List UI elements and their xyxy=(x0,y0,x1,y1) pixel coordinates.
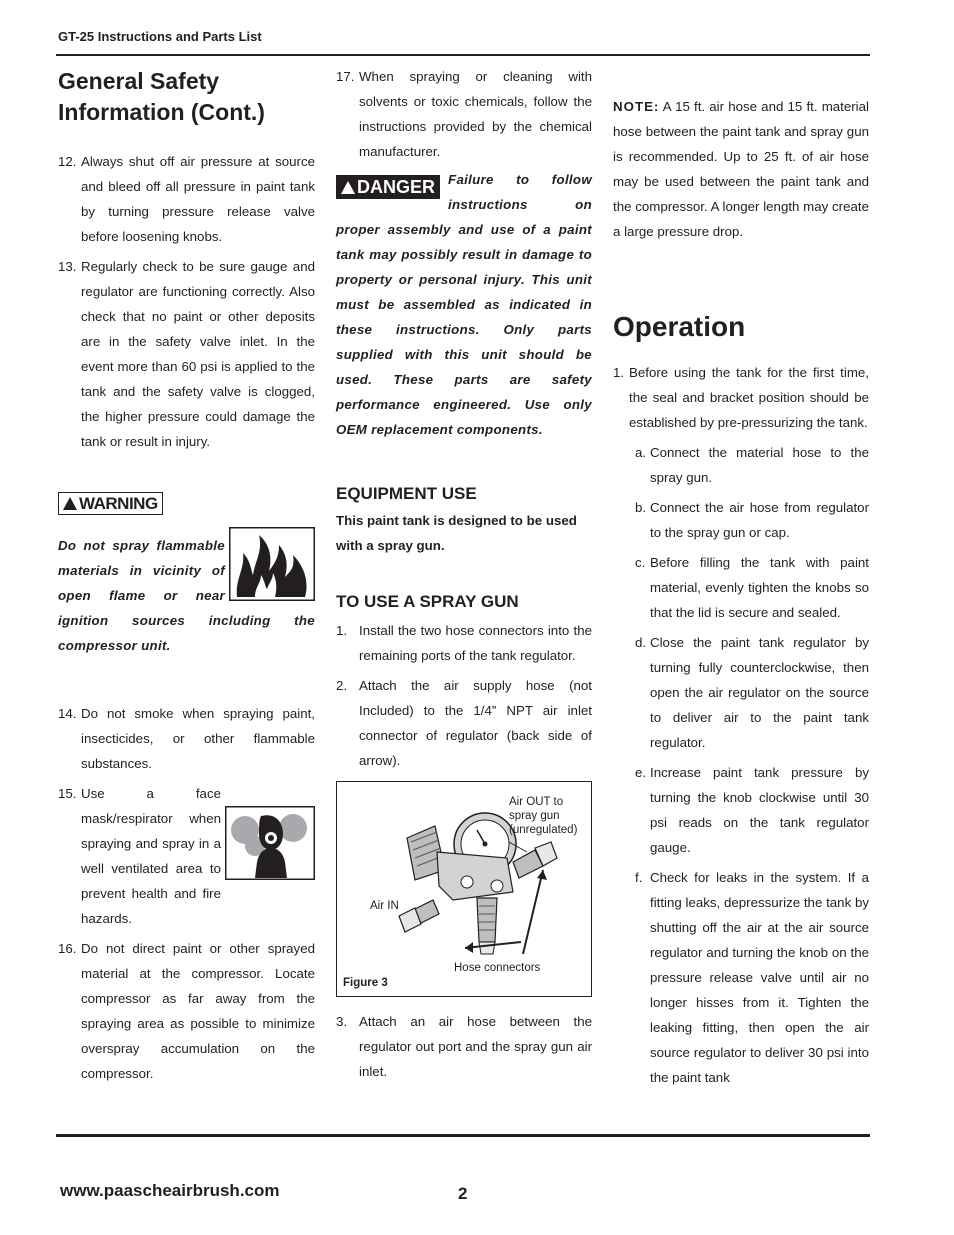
figure-3 xyxy=(336,781,592,997)
safety-list-a xyxy=(58,149,315,454)
list-item: 12. Always shut off air pressure at source and bleed off all pressure in paint tank by turning pressure release valve before loosening knobs. xyxy=(58,154,315,244)
note-paragraph: NOTE: A 15 ft. air hose and 15 ft. material hose between the paint tank and spray gun is recommended. Up to 25 ft. of air hose may be used between the paint tank and the compressor. A longer length may create a large pressure drop. xyxy=(613,99,869,239)
spray-gun-heading: TO USE A SPRAY GUN xyxy=(336,592,519,611)
equipment-use-heading: EQUIPMENT USE xyxy=(336,484,477,503)
list-item: 15. Use a face mask/respirator when spraying and spray in a well ventilated area to prevent health and fire hazards. xyxy=(58,781,315,931)
document-header: GT-25 Instructions and Parts List xyxy=(58,29,262,44)
safety-list-b xyxy=(58,701,315,1086)
figure-caption: Figure 3 xyxy=(343,977,388,989)
spray-gun-steps xyxy=(336,618,592,773)
operation-sub-steps xyxy=(613,440,869,1090)
list-item: a. Connect the material hose to the spray gun. xyxy=(635,445,869,485)
operation-steps xyxy=(613,360,869,435)
list-item: 2. Attach the air supply hose (not Included) to the 1/4” NPT air inlet connector of regulator (back side of arrow). xyxy=(336,678,592,768)
figure-label-hose-connectors: Hose connectors xyxy=(454,962,541,974)
footer-url[interactable]: www.paascheairbrush.com xyxy=(60,1181,280,1200)
flame-icon xyxy=(229,527,315,606)
column-middle xyxy=(336,64,592,1089)
warning-text: Do not spray flammable materials in vicinity of open flame or near ignition sources including the compressor unit. xyxy=(58,538,315,653)
list-item: 16. Do not direct paint or other sprayed material at the compressor. Locate compressor as far away from the spraying area as possible to minimize overspray accumulation on the compressor. xyxy=(58,941,315,1081)
equipment-use-text: This paint tank is designed to be used with a spray gun. xyxy=(336,513,577,553)
respirator-icon xyxy=(225,806,315,888)
footer-rule xyxy=(56,1134,870,1137)
column-left xyxy=(58,64,315,1091)
danger-block xyxy=(336,167,592,442)
section-heading-safety: General Safety Information (Cont.) xyxy=(58,68,265,125)
operation-heading: Operation xyxy=(613,311,746,342)
figure-label-air-in: Air IN xyxy=(370,900,399,912)
list-item: 14. Do not smoke when spraying paint, insecticides, or other flammable substances. xyxy=(58,706,315,771)
page-number: 2 xyxy=(458,1184,468,1203)
spray-gun-steps-cont xyxy=(336,1009,592,1084)
list-item: 3. Attach an air hose between the regulator out port and the spray gun air inlet. xyxy=(336,1014,592,1079)
list-item: b. Connect the air hose from regulator to the spray gun or cap. xyxy=(635,500,869,540)
list-item: 13. Regularly check to be sure gauge and regulator are functioning correctly. Also check that no paint or other deposits are in the safety valve inlet. In the event more than 60 psi is applied to the tank and the safety valve is clogged, the higher pressure could damage the tank or result in injury. xyxy=(58,259,315,449)
list-item: e. Increase paint tank pressure by turning the knob clockwise until 30 psi reads on the tank regulator gauge. xyxy=(635,765,869,855)
warning-triangle-icon xyxy=(63,497,77,510)
safety-list-c xyxy=(336,64,592,164)
list-item: c. Before filling the tank with paint material, evenly tighten the knobs so that the lid is secure and sealed. xyxy=(635,555,869,620)
danger-badge: DANGER xyxy=(336,175,440,199)
list-item: d. Close the paint tank regulator by turning fully counterclockwise, then open the air regulator on the source to deliver air to the paint tank regulator. xyxy=(635,635,869,750)
column-right xyxy=(613,64,869,1095)
list-item: 1. Before using the tank for the first time, the seal and bracket position should be established by pre-pressurizing the tank. xyxy=(613,365,869,430)
list-item: 17. When spraying or cleaning with solvents or toxic chemicals, follow the instructions provided by the chemical manufacturer. xyxy=(336,69,592,159)
danger-triangle-icon xyxy=(341,181,355,194)
header-rule xyxy=(56,54,870,56)
warning-badge: WARNING xyxy=(58,492,163,515)
danger-text: Failure to follow instructions on proper assembly and use of a paint tank may possibly result in damage to property or personal injury. This unit must be assembled as indicated in these instructions. Only parts supplied with this unit should be used. These parts are safety performance engineered. Use only OEM replacement components. xyxy=(336,172,592,437)
list-item: 1. Install the two hose connectors into the remaining ports of the tank regulator. xyxy=(336,623,592,663)
figure-label-air-out: Air OUT to spray gun (unregulated) xyxy=(509,796,578,836)
list-item: f. Check for leaks in the system. If a fitting leaks, depressurize the tank by shutting off the air at the air source regulator and turning the knob on the pressure release valve until air no longer hisses from it. Tighten the leaking fitting, then open the air source regulator to deliver 30 psi into the paint tank xyxy=(635,870,869,1085)
warning-block xyxy=(58,492,315,658)
note-label: NOTE: xyxy=(613,99,660,114)
